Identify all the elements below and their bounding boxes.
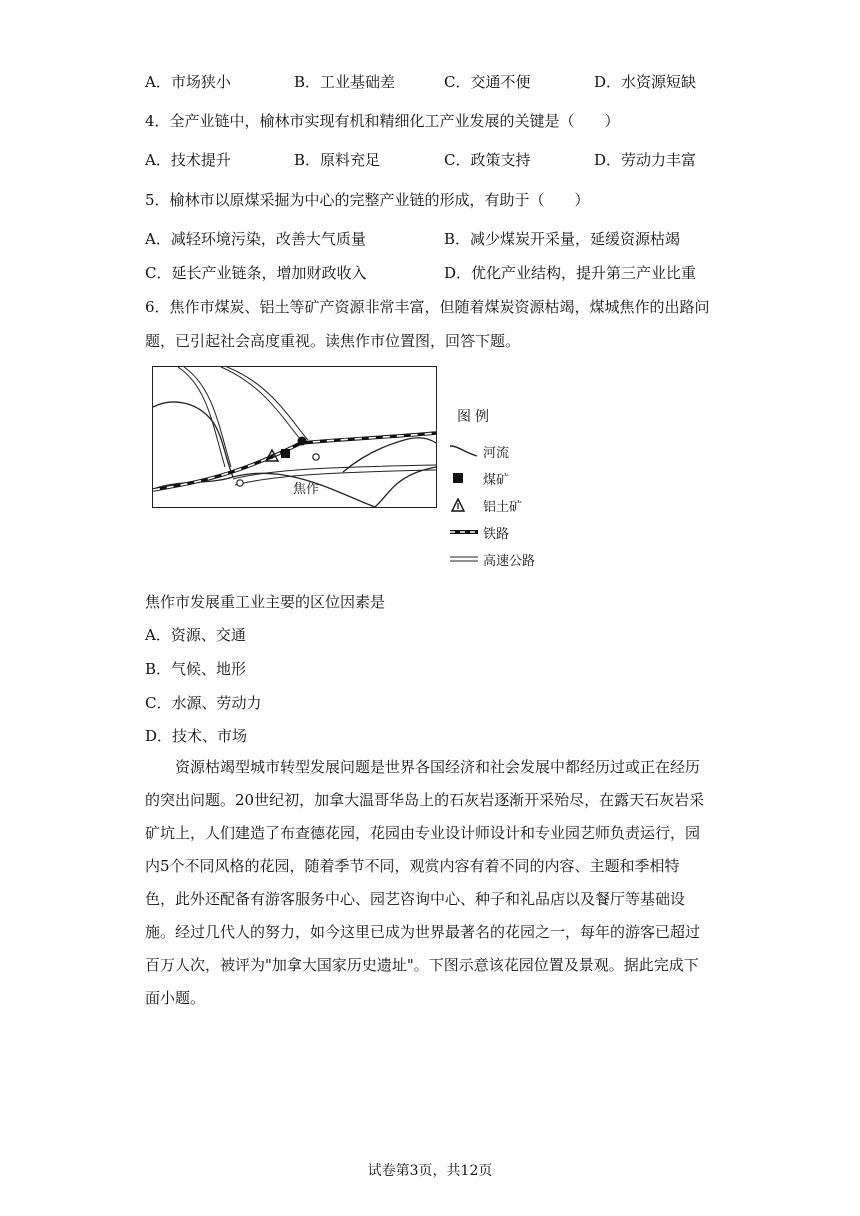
river-line-4	[375, 467, 436, 507]
legend-label-bauxite: 铝土矿	[483, 500, 523, 515]
q4-stem: 4．全产业链中，榆林市实现有机和精细化工产业发展的关键是（ ）	[145, 112, 620, 130]
legend-label-railway: 铁路	[483, 527, 510, 542]
river-line-1	[153, 402, 233, 477]
legend-row-railway	[447, 521, 557, 543]
q6-option-b: B．气候、地形	[145, 660, 247, 678]
legend-row-bauxite	[447, 494, 557, 516]
highway-north-a	[221, 367, 303, 442]
bauxite-icon	[447, 494, 481, 516]
highway-west-a	[178, 367, 225, 467]
town-marker-east	[313, 454, 319, 460]
q5-stem: 5．榆林市以原煤采掘为中心的完整产业链的形成，有助于（ ）	[145, 191, 590, 209]
q6-stem-line1: 6．焦作市煤炭、铝土等矿产资源非常丰富，但随着煤炭资源枯竭，煤城焦作的出路问	[145, 298, 710, 316]
legend-label-highway: 高速公路	[483, 554, 536, 569]
page-footer: 试卷第3页，共12页	[367, 1163, 493, 1179]
highway-west-b	[184, 367, 231, 467]
reading-passage: 资源枯竭型城市转型发展问题是世界各国经济和社会发展中都经历过或正在经历的突出问题。20世纪初，加拿大温哥华岛上的石灰岩逐渐开采殆尽，在露天石灰岩采矿坑上，人们建造了布查德花园，花园由专业设计师设计和专业园艺师负责运行，园内5个不同风格的花园，随着季节不同，观赏内容有着不同的内容、主题和季相特色，此外还配备有游客服务中心、园艺咨询中心、种子和礼品店以及餐厅等基础设施。经过几代人的努力，如今这里已成为世界最著名的花园之一，每年的游客已超过百万人次，被评为"加拿大国家历史遗址"。下图示意该花园位置及景观。据此完成下面小题。	[145, 758, 705, 1007]
q5-option-c: C．延长产业链条，增加财政收入	[145, 264, 367, 282]
q5-option-b: B．减少煤炭开采量，延缓资源枯竭	[444, 230, 681, 248]
city-label: 焦作	[293, 482, 320, 497]
q6-option-a: A．资源、交通	[145, 626, 246, 644]
q4-option-b: B．原料充足	[294, 151, 381, 169]
q3-option-a: A．市场狭小	[145, 73, 231, 91]
highway-north-b	[227, 367, 308, 440]
river-line-2	[153, 473, 375, 507]
legend-row-highway	[447, 548, 557, 570]
legend-row-river	[447, 440, 557, 462]
q4-option-c: C．政策支持	[444, 151, 531, 169]
q6-option-d: D．技术、市场	[145, 727, 248, 745]
legend-row-coal	[447, 467, 557, 489]
q3-option-d: D．水资源短缺	[594, 73, 697, 91]
coal-mine-icon	[447, 467, 481, 489]
map-drawing	[153, 367, 436, 507]
q6-stem-line2: 题，已引起社会高度重视。读焦作市位置图，回答下题。	[145, 332, 521, 350]
q5-option-d: D．优化产业结构，提升第三产业比重	[444, 264, 697, 282]
coal-mine-symbol	[281, 449, 290, 458]
river-icon	[447, 440, 481, 462]
highway-east-a	[233, 465, 436, 479]
city-marker	[298, 437, 307, 446]
jiaozuo-location-map	[152, 366, 437, 508]
q6-option-c: C．水源、劳动力	[145, 694, 262, 712]
q4-option-d: D．劳动力丰富	[594, 151, 697, 169]
railway-icon	[447, 521, 481, 543]
q5-option-a: A．减轻环境污染，改善大气质量	[145, 230, 366, 248]
legend-label-coal: 煤矿	[483, 473, 510, 488]
highway-icon	[447, 548, 481, 570]
legend-label-river: 河流	[483, 446, 510, 461]
map-legend	[447, 402, 557, 572]
town-marker-west	[237, 480, 243, 486]
q3-option-b: B．工业基础差	[294, 73, 396, 91]
q6-question: 焦作市发展重工业主要的区位因素是	[145, 593, 386, 611]
q4-option-a: A．技术提升	[145, 151, 231, 169]
q3-option-c: C．交通不便	[444, 73, 531, 91]
legend-title: 图例	[457, 409, 493, 425]
